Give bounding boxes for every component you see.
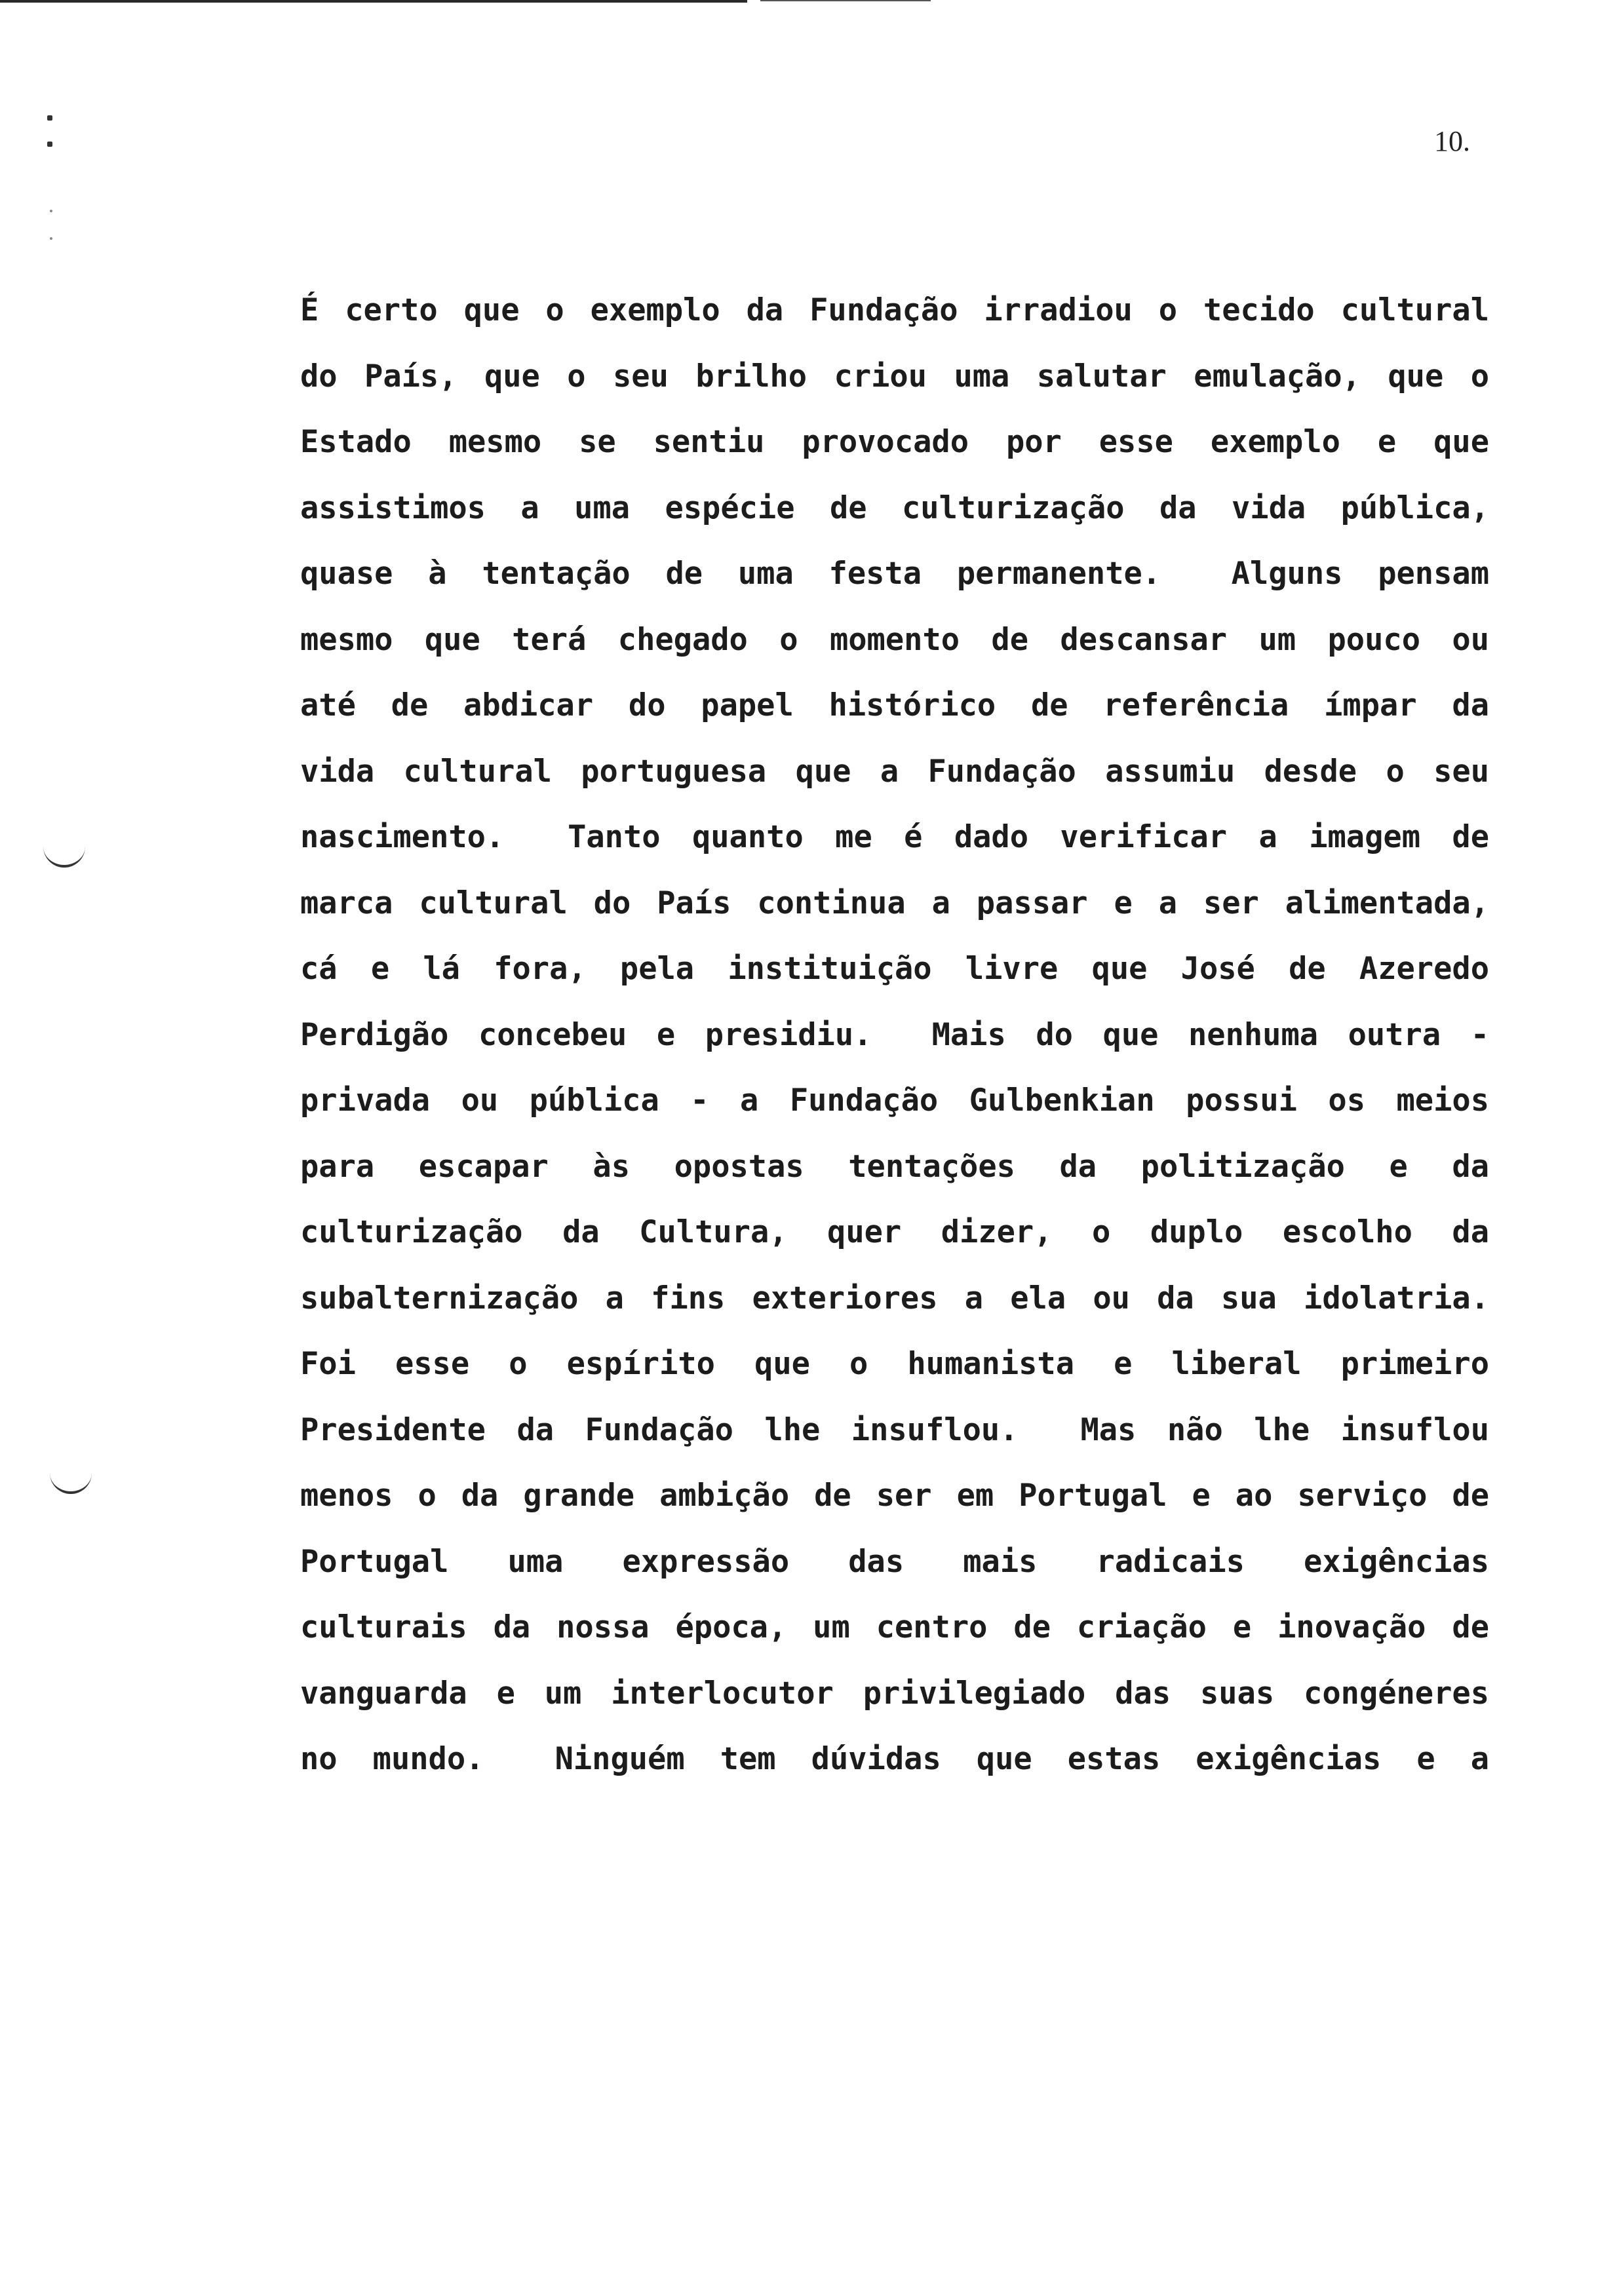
margin-speck xyxy=(50,210,52,212)
text-line: mesmo que terá chegado o momento de descansar um pouco ou xyxy=(300,621,1489,658)
margin-mark xyxy=(47,115,52,121)
margin-mark xyxy=(47,142,52,147)
text-line: no mundo. Ninguém tem dúvidas que estas exigências e a xyxy=(300,1741,1489,1777)
text-line: Portugal uma expressão das mais radicais exigências xyxy=(300,1543,1489,1580)
text-line: culturais da nossa época, um centro de criação e inovação de xyxy=(300,1609,1489,1645)
punch-hole-mark xyxy=(50,1472,92,1494)
text-line: até de abdicar do papel histórico de referência ímpar da xyxy=(300,687,1489,723)
punch-hole-mark xyxy=(43,845,85,868)
text-line: privada ou pública - a Fundação Gulbenkian possui os meios xyxy=(300,1082,1489,1119)
text-line: assistimos a uma espécie de culturização da vida pública, xyxy=(300,489,1489,526)
text-line: cá e lá fora, pela instituição livre que José de Azeredo xyxy=(300,951,1489,987)
text-line: Estado mesmo se sentiu provocado por esse exemplo e que xyxy=(300,424,1489,460)
text-line: nascimento. Tanto quanto me é dado verificar a imagem de xyxy=(300,819,1489,855)
text-line: vanguarda e um interlocutor privilegiado das suas congéneres xyxy=(300,1675,1489,1712)
text-line: É certo que o exemplo da Fundação irradiou o tecido cultural xyxy=(300,292,1489,328)
text-line: vida cultural portuguesa que a Fundação assumiu desde o seu xyxy=(300,753,1489,790)
text-line: para escapar às opostas tentações da politização e da xyxy=(300,1148,1489,1185)
text-line: Perdigão concebeu e presidiu. Mais do que nenhuma outra - xyxy=(300,1016,1489,1053)
text-line: Foi esse o espírito que o humanista e liberal primeiro xyxy=(300,1346,1489,1382)
scan-edge-line-secondary xyxy=(760,0,931,1)
text-line: subalternização a fins exteriores a ela ou da sua idolatria. xyxy=(300,1280,1489,1316)
text-line: marca cultural do País continua a passar e a ser alimentada, xyxy=(300,885,1489,921)
scan-edge-line xyxy=(0,0,747,3)
text-line: Presidente da Fundação lhe insuflou. Mas não lhe insuflou xyxy=(300,1411,1489,1448)
page-number: 10. xyxy=(1434,125,1470,157)
margin-speck xyxy=(50,237,52,240)
text-line: do País, que o seu brilho criou uma salutar emulação, que o xyxy=(300,358,1489,394)
text-line: culturização da Cultura, quer dizer, o duplo escolho da xyxy=(300,1214,1489,1250)
document-body xyxy=(300,278,1489,1793)
text-line: menos o da grande ambição de ser em Portugal e ao serviço de xyxy=(300,1478,1489,1514)
text-line: quase à tentação de uma festa permanente. Alguns pensam xyxy=(300,556,1489,592)
